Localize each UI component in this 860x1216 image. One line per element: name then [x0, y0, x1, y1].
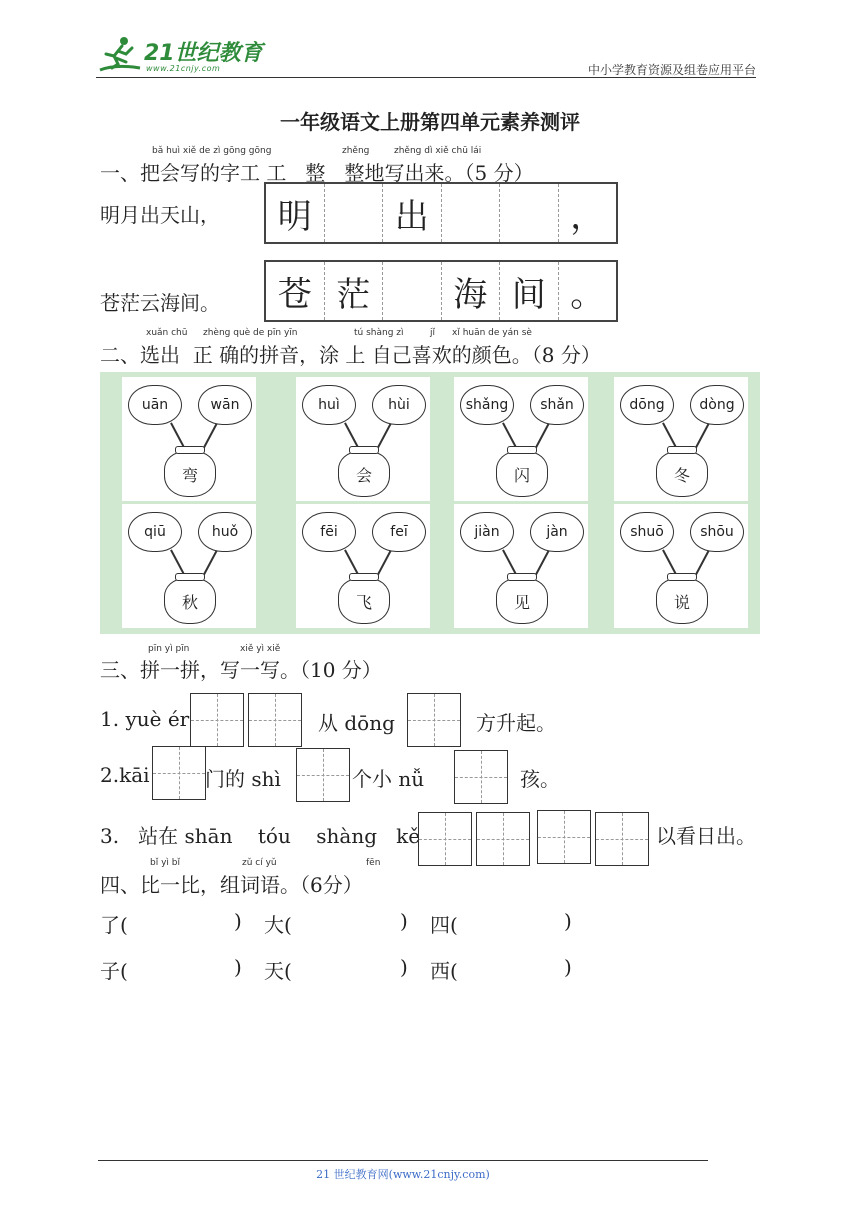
pinyin-card	[122, 504, 256, 628]
site-logo	[96, 34, 266, 78]
question-text: 以看日出。	[656, 824, 756, 848]
question-text: 1. yuè ér	[100, 707, 190, 731]
pinyin-annotation: zhěng	[342, 146, 370, 156]
writing-cell[interactable]: ，	[570, 196, 605, 237]
pinyin-option-left[interactable]: shǎng	[460, 385, 514, 425]
word-prompt: 了(	[100, 913, 128, 937]
runner-icon	[96, 34, 142, 74]
pinyin-card	[122, 377, 256, 501]
poem-line-label: 明月出天山，	[100, 203, 220, 227]
question-text: 从 dōng	[318, 711, 395, 735]
character-jar: 说	[656, 578, 708, 624]
writing-cell[interactable]: 苍	[266, 262, 325, 320]
connector-line	[376, 550, 391, 577]
logo-text: 21世纪教育	[144, 41, 263, 66]
word-bracket: )	[400, 955, 408, 979]
tianzige-box[interactable]	[418, 812, 472, 866]
connector-line	[202, 423, 217, 450]
logo-url: www.21cnjy.com	[146, 64, 221, 73]
section-heading: 四、比一比，组词语。（6分）	[100, 873, 363, 897]
character-jar: 会	[338, 451, 390, 497]
tianzige-box[interactable]	[595, 812, 649, 866]
pinyin-option-right[interactable]: shǎn	[530, 385, 584, 425]
pinyin-option-left[interactable]: uān	[128, 385, 182, 425]
question-text: 门的 shì	[205, 767, 281, 791]
pinyin-card	[614, 504, 748, 628]
writing-cell[interactable]: 间	[500, 262, 559, 320]
tianzige-box[interactable]	[296, 748, 350, 802]
question-text: 方升起。	[476, 711, 556, 735]
writing-cell[interactable]: 出	[383, 184, 442, 242]
connector-line	[376, 423, 391, 450]
pinyin-annotation: tú shàng zì	[354, 328, 404, 338]
footer-divider	[98, 1160, 708, 1161]
pinyin-option-right[interactable]: shōu	[690, 512, 744, 552]
tianzige-box[interactable]	[248, 693, 302, 747]
pinyin-annotation: xǐ huān de yán sè	[452, 328, 532, 338]
writing-cell[interactable]: 明	[266, 184, 325, 242]
pinyin-card	[296, 504, 430, 628]
character-jar: 闪	[496, 451, 548, 497]
writing-cell[interactable]	[325, 184, 384, 242]
writing-cell[interactable]	[442, 184, 501, 242]
word-bracket: )	[564, 909, 572, 933]
writing-cell[interactable]	[500, 184, 559, 242]
pinyin-option-right[interactable]: hùi	[372, 385, 426, 425]
pinyin-annotation: zǔ cí yǔ	[242, 858, 277, 868]
connector-line	[534, 550, 549, 577]
pinyin-card	[454, 377, 588, 501]
connector-line	[202, 550, 217, 577]
pinyin-option-left[interactable]: fēi	[302, 512, 356, 552]
tianzige-box[interactable]	[407, 693, 461, 747]
pinyin-option-left[interactable]: qiū	[128, 512, 182, 552]
pinyin-card	[296, 377, 430, 501]
pinyin-annotation: bǎ huì xiě de zì gōng gōng	[152, 146, 272, 156]
footer-text: 21 世纪教育网(www.21cnjy.com)	[316, 1168, 490, 1181]
pinyin-card	[454, 504, 588, 628]
pinyin-annotation: xuǎn chū	[146, 328, 188, 338]
section-heading: 二、选出 正 确的拼音，涂 上 自己喜欢的颜色。（8 分）	[100, 343, 601, 367]
pinyin-option-left[interactable]: jiàn	[460, 512, 514, 552]
word-bracket: )	[400, 909, 408, 933]
pinyin-option-left[interactable]: dōng	[620, 385, 674, 425]
character-jar: 冬	[656, 451, 708, 497]
writing-cell[interactable]: 海	[442, 262, 501, 320]
writing-cell[interactable]	[383, 262, 442, 320]
pinyin-card	[614, 377, 748, 501]
word-prompt: 大(	[264, 913, 292, 937]
writing-cell[interactable]: 茫	[325, 262, 384, 320]
tianzige-box[interactable]	[476, 812, 530, 866]
writing-cell[interactable]: 。	[570, 274, 605, 315]
writing-grid	[264, 260, 618, 322]
tianzige-box[interactable]	[537, 810, 591, 864]
section-heading: 一、把会写的字工 工 整 整地写出来。（5 分）	[100, 161, 534, 185]
connector-line	[694, 423, 709, 450]
pinyin-option-right[interactable]: wān	[198, 385, 252, 425]
tianzige-box[interactable]	[190, 693, 244, 747]
header-divider	[96, 77, 756, 78]
connector-line	[534, 423, 549, 450]
word-bracket: )	[564, 955, 572, 979]
pinyin-option-left[interactable]: huì	[302, 385, 356, 425]
pinyin-annotation: pīn yì pīn	[148, 644, 190, 654]
writing-grid	[264, 182, 618, 244]
pinyin-option-right[interactable]: feī	[372, 512, 426, 552]
character-jar: 弯	[164, 451, 216, 497]
pinyin-option-right[interactable]: dòng	[690, 385, 744, 425]
question-text: 个小 nǚ	[352, 767, 425, 791]
pinyin-annotation: xiě yì xiě	[240, 644, 281, 654]
character-jar: 见	[496, 578, 548, 624]
pinyin-option-left[interactable]: shuō	[620, 512, 674, 552]
tianzige-box[interactable]	[454, 750, 508, 804]
header-platform-text: 中小学教育资源及组卷应用平台	[587, 63, 756, 77]
pinyin-annotation: fēn	[366, 858, 381, 868]
word-bracket: )	[234, 909, 242, 933]
poem-line-label: 苍茫云海间。	[100, 291, 220, 315]
pinyin-option-right[interactable]: huǒ	[198, 512, 252, 552]
section-heading: 三、拼一拼，写一写。（10 分）	[100, 658, 382, 682]
tianzige-box[interactable]	[152, 746, 206, 800]
word-bracket: )	[234, 955, 242, 979]
question-text: 2.kāi	[100, 763, 150, 787]
pinyin-annotation: jǐ	[430, 328, 436, 338]
question-text: 3. 站在 shān tóu shàng kě	[100, 824, 421, 848]
word-prompt: 西(	[430, 959, 458, 983]
question-text: 孩。	[520, 767, 560, 791]
connector-line	[694, 550, 709, 577]
word-prompt: 四(	[430, 913, 458, 937]
pinyin-annotation: zhěng dì xiě chū lái	[394, 146, 482, 156]
character-jar: 飞	[338, 578, 390, 624]
word-prompt: 子(	[100, 959, 128, 983]
word-prompt: 天(	[264, 959, 292, 983]
pinyin-annotation: zhèng què de pīn yīn	[203, 328, 298, 338]
pinyin-option-right[interactable]: jàn	[530, 512, 584, 552]
character-jar: 秋	[164, 578, 216, 624]
page-title: 一年级语文上册第四单元素养测评	[280, 110, 580, 134]
pinyin-annotation: bǐ yì bǐ	[150, 858, 180, 868]
